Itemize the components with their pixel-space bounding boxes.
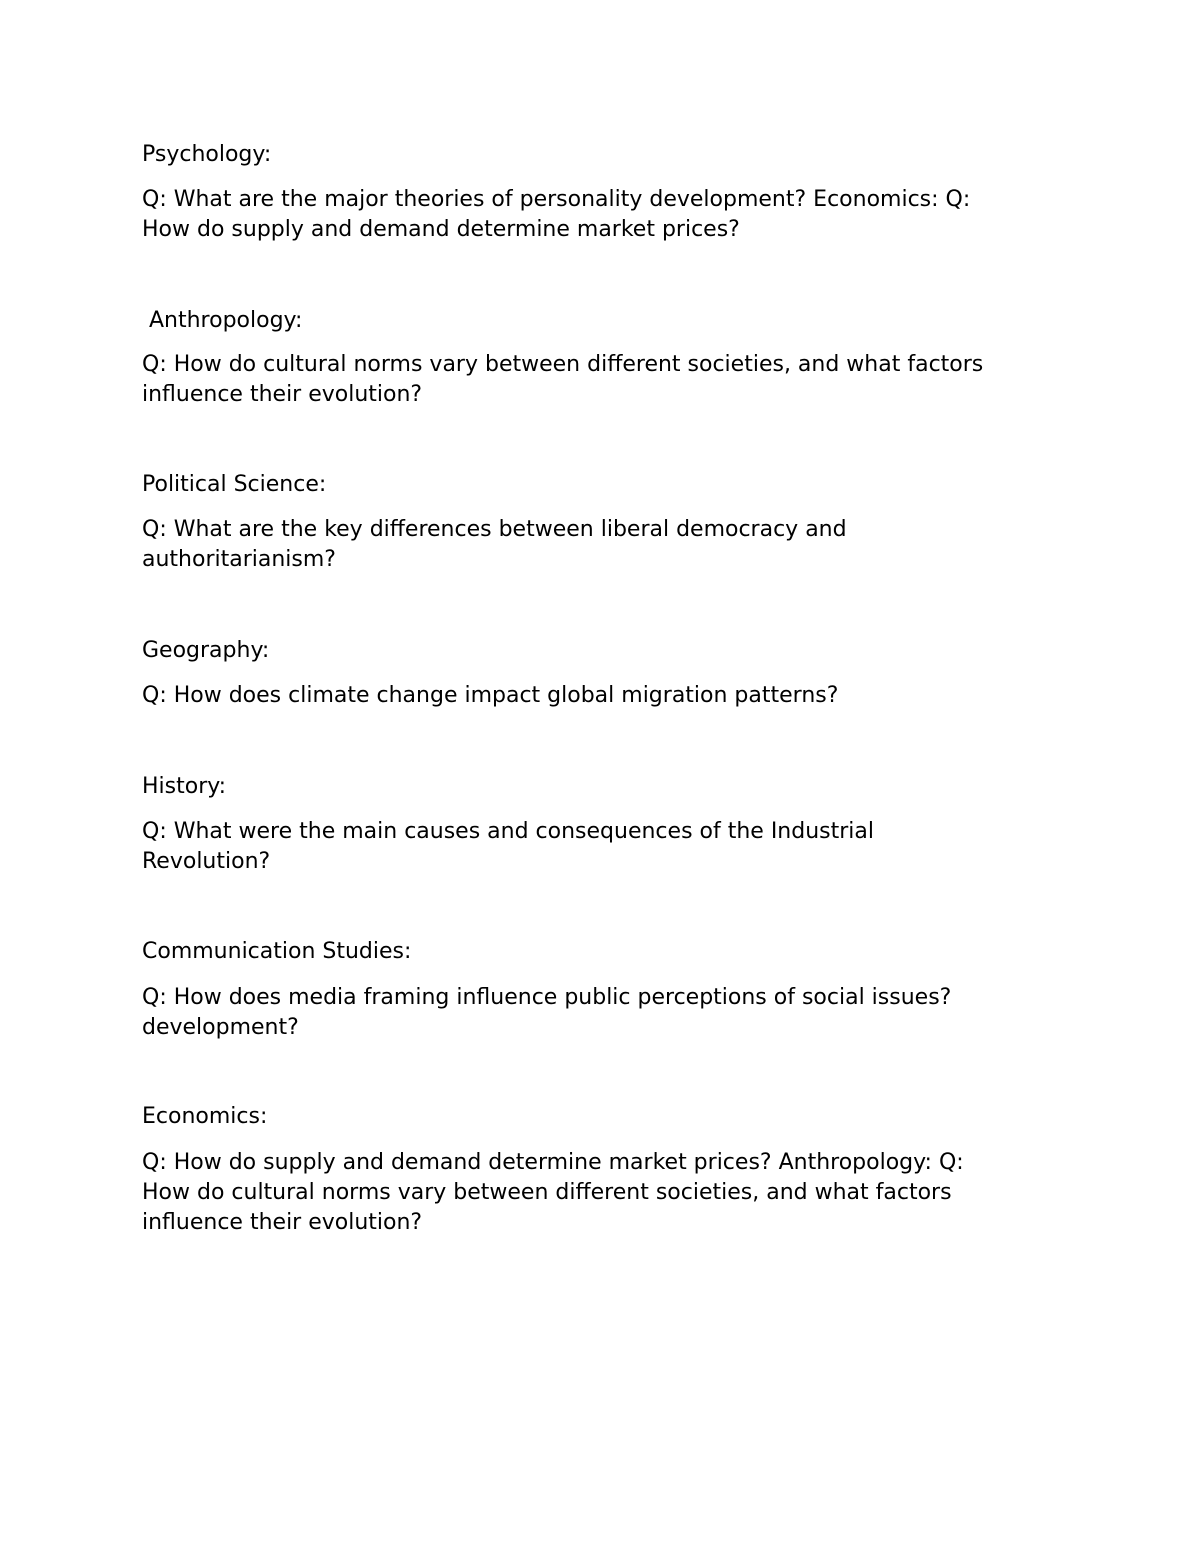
question-line: Revolution? bbox=[142, 849, 271, 874]
section-question-history bbox=[142, 817, 874, 877]
section-heading-anthropology: Anthropology: bbox=[142, 308, 303, 333]
section-heading-geography: Geography: bbox=[142, 638, 270, 663]
section-heading-psychology: Psychology: bbox=[142, 142, 272, 167]
section-heading-economics: Economics: bbox=[142, 1104, 268, 1129]
question-line: influence their evolution? bbox=[142, 1210, 423, 1235]
section-heading-political-science: Political Science: bbox=[142, 472, 327, 497]
section-question-anthropology bbox=[142, 350, 983, 410]
section-question-geography bbox=[142, 681, 838, 711]
section-question-economics bbox=[142, 1148, 964, 1238]
question-line: influence their evolution? bbox=[142, 382, 423, 407]
section-heading-communication-studies: Communication Studies: bbox=[142, 939, 412, 964]
section-question-psychology bbox=[142, 185, 970, 245]
question-line: Q: What are the key differences between liberal democracy and bbox=[142, 517, 847, 542]
question-line: development? bbox=[142, 1015, 299, 1040]
section-heading-history: History: bbox=[142, 774, 227, 799]
question-line: authoritarianism? bbox=[142, 547, 336, 572]
question-line: Q: How does media framing influence public perceptions of social issues? bbox=[142, 985, 952, 1010]
question-line: Q: How does climate change impact global migration patterns? bbox=[142, 683, 839, 708]
section-question-communication-studies bbox=[142, 983, 951, 1043]
question-line: How do cultural norms vary between different societies, and what factors bbox=[142, 1180, 952, 1205]
question-line: Q: What are the major theories of personality development? Economics: Q: bbox=[142, 187, 971, 212]
question-line: Q: How do cultural norms vary between different societies, and what factors bbox=[142, 352, 984, 377]
question-line: How do supply and demand determine market prices? bbox=[142, 217, 740, 242]
question-line: Q: How do supply and demand determine market prices? Anthropology: Q: bbox=[142, 1150, 964, 1175]
section-question-political-science bbox=[142, 515, 847, 575]
question-line: Q: What were the main causes and consequences of the Industrial bbox=[142, 819, 874, 844]
